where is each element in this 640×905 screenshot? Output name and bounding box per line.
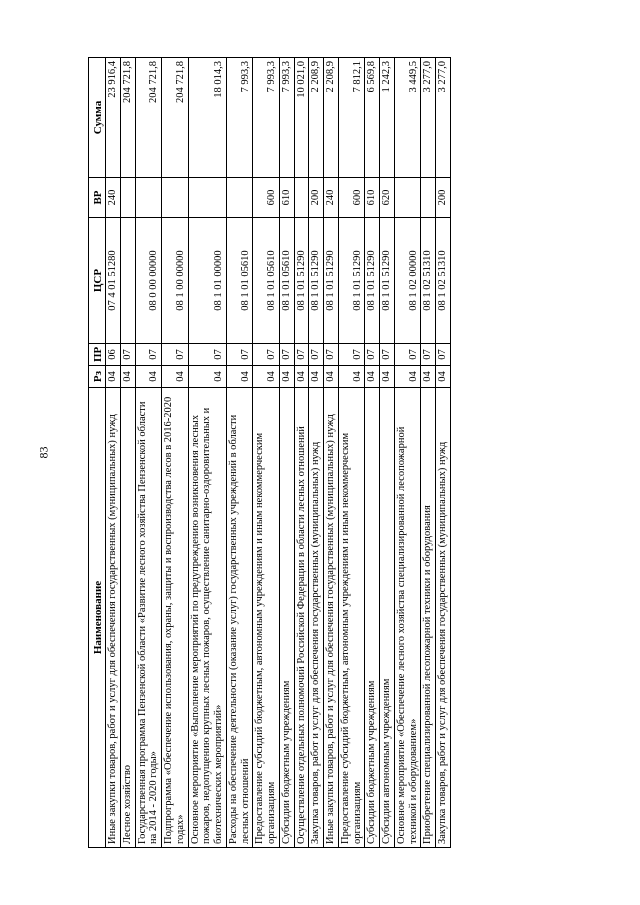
- cell-pr: 07: [135, 344, 162, 366]
- cell-rz: 04: [365, 366, 380, 388]
- cell-rz: 04: [380, 366, 395, 388]
- cell-csr: 08 1 01 51290: [294, 218, 309, 344]
- cell-sum: 1 242,3: [380, 58, 395, 178]
- cell-pr: 07: [120, 344, 135, 366]
- cell-csr: 08 1 00 00000: [162, 218, 189, 344]
- cell-sum: 7 993,3: [226, 58, 253, 178]
- cell-csr: 08 1 02 00000: [394, 218, 421, 344]
- table-row: [338, 58, 365, 848]
- cell-name: Основное мероприятие «Обеспечение лесного хозяйства специализированной лесопожарной техникой и оборудованием»: [394, 388, 421, 848]
- header-rz: Рз: [89, 366, 106, 388]
- cell-vr: 610: [365, 178, 380, 218]
- cell-pr: 07: [324, 344, 339, 366]
- cell-rz: 04: [338, 366, 365, 388]
- table-row: [106, 58, 121, 848]
- table-row: [120, 58, 135, 848]
- cell-rz: 04: [188, 366, 226, 388]
- table-body: [106, 58, 451, 848]
- cell-rz: 04: [162, 366, 189, 388]
- table-row: [380, 58, 395, 848]
- cell-sum: 7 993,3: [253, 58, 280, 178]
- cell-name: Субсидии автономным учреждениям: [380, 388, 395, 848]
- cell-sum: 3 277,0: [421, 58, 436, 178]
- cell-pr: 07: [226, 344, 253, 366]
- table-row: [309, 58, 324, 848]
- cell-rz: 04: [106, 366, 121, 388]
- cell-name: Подпрограмма «Обеспечение использования, охраны, защиты и воспроизводства лесов в 2016-2020 годах»: [162, 388, 189, 848]
- cell-vr: 240: [324, 178, 339, 218]
- cell-rz: 04: [253, 366, 280, 388]
- table-row: [421, 58, 436, 848]
- cell-csr: 08 1 01 51290: [309, 218, 324, 344]
- cell-vr: [394, 178, 421, 218]
- cell-pr: 07: [162, 344, 189, 366]
- cell-pr: 07: [365, 344, 380, 366]
- cell-vr: [226, 178, 253, 218]
- cell-pr: 07: [294, 344, 309, 366]
- cell-csr: 08 1 02 51310: [436, 218, 451, 344]
- header-csr: ЦСР: [89, 218, 106, 344]
- cell-pr: 07: [309, 344, 324, 366]
- cell-csr: [120, 218, 135, 344]
- table-row: [324, 58, 339, 848]
- cell-vr: [294, 178, 309, 218]
- cell-vr: 200: [436, 178, 451, 218]
- cell-rz: 04: [279, 366, 294, 388]
- cell-csr: 08 1 02 51310: [421, 218, 436, 344]
- cell-sum: 18 014,3: [188, 58, 226, 178]
- rotated-table-container: [88, 58, 451, 848]
- header-pr: ПР: [89, 344, 106, 366]
- table-row: [162, 58, 189, 848]
- header-sum: Сумма: [89, 58, 106, 178]
- cell-sum: 3 277,0: [436, 58, 451, 178]
- cell-pr: 07: [338, 344, 365, 366]
- table-row: [279, 58, 294, 848]
- cell-vr: [162, 178, 189, 218]
- cell-pr: 07: [394, 344, 421, 366]
- cell-sum: 2 208,9: [324, 58, 339, 178]
- cell-name: Предоставление субсидий бюджетным, автономным учреждениям и иным некоммерческим организациям: [338, 388, 365, 848]
- cell-vr: 600: [253, 178, 280, 218]
- table-row: [365, 58, 380, 848]
- cell-name: Субсидии бюджетным учреждениям: [365, 388, 380, 848]
- cell-name: Иные закупки товаров, работ и услуг для обеспечения государственных (муниципальных) нужд: [106, 388, 121, 848]
- cell-name: Лесное хозяйство: [120, 388, 135, 848]
- cell-rz: 04: [421, 366, 436, 388]
- cell-csr: 08 1 01 05610: [226, 218, 253, 344]
- cell-pr: 07: [253, 344, 280, 366]
- cell-rz: 04: [436, 366, 451, 388]
- cell-csr: 08 1 01 00000: [188, 218, 226, 344]
- cell-name: Основное мероприятие «Выполнение мероприятий по предупреждению возникновения лесных пожаров, недопущению крупных лесных пожаров, осуществление санитарно-оздоровительных и биотехнических мероприятий»: [188, 388, 226, 848]
- cell-rz: 04: [226, 366, 253, 388]
- table-row: [253, 58, 280, 848]
- table-row: [294, 58, 309, 848]
- cell-name: Субсидии бюджетным учреждениям: [279, 388, 294, 848]
- table-row: [135, 58, 162, 848]
- cell-vr: 610: [279, 178, 294, 218]
- cell-name: Приобретение специализированной лесопожарной техники и оборудования: [421, 388, 436, 848]
- table-row: [226, 58, 253, 848]
- cell-name: Закупка товаров, работ и услуг для обеспечения государственных (муниципальных) нужд: [309, 388, 324, 848]
- cell-sum: 7 993,3: [279, 58, 294, 178]
- cell-rz: 04: [120, 366, 135, 388]
- cell-sum: 204 721,8: [135, 58, 162, 178]
- cell-sum: 23 916,4: [106, 58, 121, 178]
- cell-name: Закупка товаров, работ и услуг для обеспечения государственных (муниципальных) нужд: [436, 388, 451, 848]
- cell-rz: 04: [135, 366, 162, 388]
- cell-name: Предоставление субсидий бюджетным, автономным учреждениям и иным некоммерческим организациям: [253, 388, 280, 848]
- cell-name: Расходы на обеспечение деятельности (оказание услуг) государственных учреждений в области лесных отношений: [226, 388, 253, 848]
- cell-sum: 7 812,1: [338, 58, 365, 178]
- cell-csr: 07 4 01 51280: [106, 218, 121, 344]
- table-header-row: [89, 58, 106, 848]
- cell-rz: 04: [309, 366, 324, 388]
- cell-csr: 08 0 00 00000: [135, 218, 162, 344]
- cell-vr: [120, 178, 135, 218]
- cell-csr: 08 1 01 51290: [380, 218, 395, 344]
- cell-sum: 6 569,8: [365, 58, 380, 178]
- cell-csr: 08 1 01 05610: [253, 218, 280, 344]
- cell-sum: 204 721,8: [120, 58, 135, 178]
- header-vr: ВР: [89, 178, 106, 218]
- cell-vr: 240: [106, 178, 121, 218]
- table-row: [436, 58, 451, 848]
- header-name: Наименование: [89, 388, 106, 848]
- cell-name: Иные закупки товаров, работ и услуг для обеспечения государственных (муниципальных) нужд: [324, 388, 339, 848]
- cell-csr: 08 1 01 51290: [324, 218, 339, 344]
- page-number: 83: [36, 446, 51, 459]
- cell-vr: 620: [380, 178, 395, 218]
- cell-vr: 600: [338, 178, 365, 218]
- cell-name: Государственная программа Пензенской области «Развитие лесного хозяйства Пензенской области на 2014 - 2020 годы»: [135, 388, 162, 848]
- cell-sum: 204 721,8: [162, 58, 189, 178]
- cell-pr: 06: [106, 344, 121, 366]
- cell-rz: 04: [394, 366, 421, 388]
- cell-rz: 04: [324, 366, 339, 388]
- cell-vr: [421, 178, 436, 218]
- cell-csr: 08 1 01 51290: [365, 218, 380, 344]
- cell-vr: [135, 178, 162, 218]
- cell-pr: 07: [421, 344, 436, 366]
- cell-pr: 07: [188, 344, 226, 366]
- cell-rz: 04: [294, 366, 309, 388]
- cell-csr: 08 1 01 05610: [279, 218, 294, 344]
- cell-csr: 08 1 01 51290: [338, 218, 365, 344]
- cell-pr: 07: [380, 344, 395, 366]
- budget-table: [88, 57, 451, 848]
- cell-vr: [188, 178, 226, 218]
- cell-vr: 200: [309, 178, 324, 218]
- cell-name: Осуществление отдельных полномочий Российской Федерации в области лесных отношений: [294, 388, 309, 848]
- cell-sum: 3 449,5: [394, 58, 421, 178]
- table-row: [394, 58, 421, 848]
- cell-pr: 07: [436, 344, 451, 366]
- table-row: [188, 58, 226, 848]
- cell-pr: 07: [279, 344, 294, 366]
- cell-sum: 10 021,0: [294, 58, 309, 178]
- cell-sum: 2 208,9: [309, 58, 324, 178]
